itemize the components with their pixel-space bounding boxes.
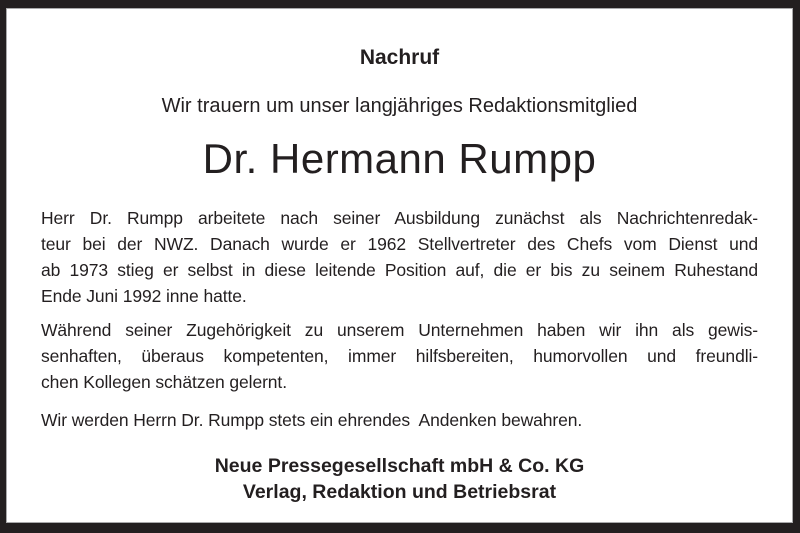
paragraph-career-line-1: Herr Dr. Rumpp arbeitete nach seiner Ausbildung zunächst als Nachrichtenredak- (41, 208, 758, 228)
notice-title: Nachruf (359, 46, 440, 69)
signature-company: Neue Pressegesellschaft mbH & Co. KG (214, 455, 585, 477)
signature-departments: Verlag, Redaktion und Betriebsrat (242, 481, 557, 503)
paragraph-career (41, 205, 758, 309)
paragraph-remembrance-line-1: Wir werden Herrn Dr. Rumpp stets ein ehrendes Andenken bewahren. (41, 410, 583, 430)
deceased-name: Dr. Hermann Rumpp (202, 135, 597, 182)
paragraph-career-line-4: Ende Juni 1992 inne hatte. (41, 286, 247, 306)
paragraph-tribute-line-3: chen Kollegen schätzen gelernt. (41, 372, 287, 392)
obituary-paper (6, 8, 793, 523)
paragraph-tribute-line-2: senhaften, überaus kompetenten, immer hilfsbereiten, humorvollen und freundli- (41, 346, 758, 366)
signature-block (41, 453, 758, 505)
paragraph-tribute (41, 317, 758, 395)
paragraph-remembrance (41, 407, 758, 433)
paragraph-tribute-line-1: Während seiner Zugehörigkeit zu unserem Unternehmen haben wir ihn als gewis- (41, 320, 758, 340)
paragraph-career-line-2: teur bei der NWZ. Danach wurde er 1962 Stellvertreter des Chefs vom Dienst und (41, 234, 758, 254)
paragraph-career-line-3: ab 1973 stieg er selbst in diese leitende Position auf, die er bis zu seinem Ruhestand (41, 260, 758, 280)
notice-subtitle: Wir trauern um unser langjähriges Redaktionsmitglied (161, 95, 638, 117)
